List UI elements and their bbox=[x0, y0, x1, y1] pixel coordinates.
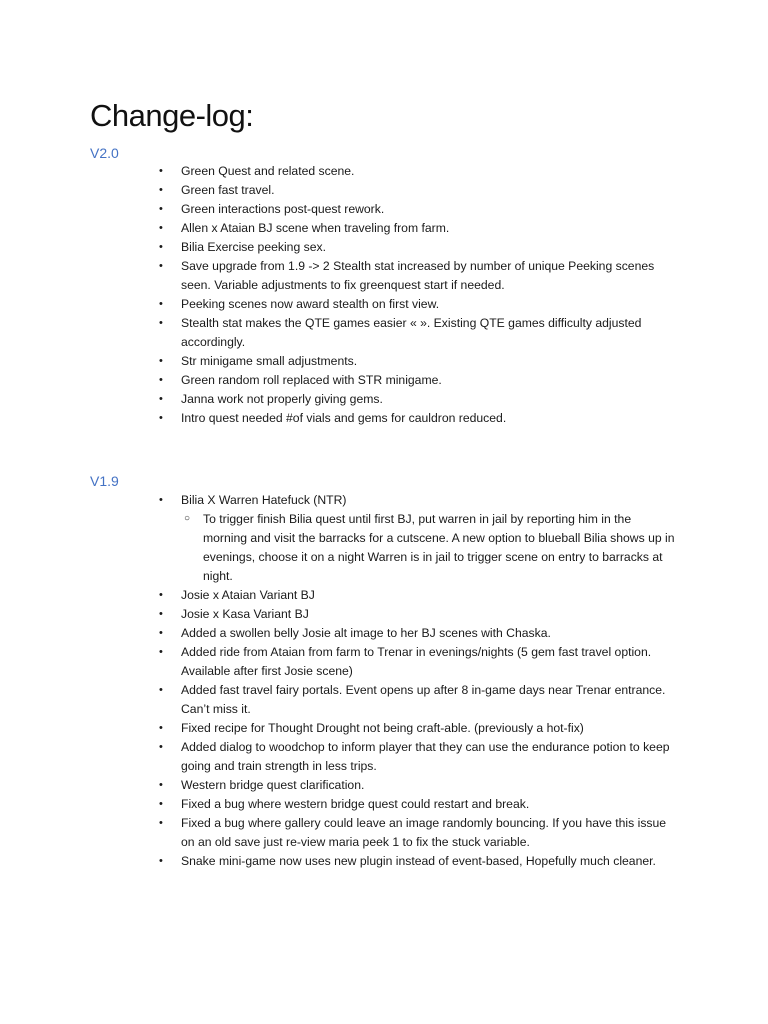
bullet-icon: • bbox=[159, 589, 163, 601]
list-item-text: Fixed a bug where western bridge quest could restart and break. bbox=[181, 797, 530, 811]
list-item-text: Green Quest and related scene. bbox=[181, 164, 355, 178]
list-item-text: Peeking scenes now award stealth on first view. bbox=[181, 297, 440, 311]
list-item bbox=[0, 814, 768, 852]
change-list bbox=[0, 162, 768, 428]
list-item bbox=[0, 491, 768, 586]
bullet-icon: • bbox=[159, 241, 163, 253]
list-item bbox=[0, 795, 768, 814]
bullet-icon: • bbox=[159, 355, 163, 367]
sub-bullet-icon: ○ bbox=[184, 513, 191, 524]
version-heading: V2.0 bbox=[90, 145, 119, 161]
list-item-text: Green random roll replaced with STR minigame. bbox=[181, 373, 442, 387]
list-item-text: Save upgrade from 1.9 -> 2 Stealth stat increased by number of unique Peeking scenes seen. Variable adjustments to fix greenquest start if needed. bbox=[181, 259, 655, 292]
bullet-icon: • bbox=[159, 627, 163, 639]
list-item bbox=[0, 409, 768, 428]
list-item bbox=[0, 162, 768, 181]
bullet-icon: • bbox=[159, 684, 163, 696]
page-title: Change-log: bbox=[90, 98, 254, 133]
list-item bbox=[0, 352, 768, 371]
list-item bbox=[0, 181, 768, 200]
list-item bbox=[0, 390, 768, 409]
list-item bbox=[0, 681, 768, 719]
list-item bbox=[0, 295, 768, 314]
list-item-text: Added dialog to woodchop to inform player that they can use the endurance potion to keep going and train strength in less trips. bbox=[181, 740, 670, 773]
bullet-icon: • bbox=[159, 779, 163, 791]
list-item bbox=[0, 605, 768, 624]
bullet-icon: • bbox=[159, 317, 163, 329]
bullet-icon: • bbox=[159, 374, 163, 386]
list-item bbox=[0, 586, 768, 605]
bullet-icon: • bbox=[159, 722, 163, 734]
version-heading: V1.9 bbox=[90, 473, 119, 489]
list-item-text: Fixed a bug where gallery could leave an image randomly bouncing. If you have this issue on an old save just re-view maria peek 1 to fix the stuck variable. bbox=[181, 816, 667, 849]
bullet-icon: • bbox=[159, 260, 163, 272]
list-item bbox=[0, 643, 768, 681]
list-item-text: Josie x Kasa Variant BJ bbox=[181, 607, 309, 621]
list-item-text: Janna work not properly giving gems. bbox=[181, 392, 383, 406]
list-item bbox=[0, 738, 768, 776]
list-item bbox=[0, 776, 768, 795]
change-list bbox=[0, 491, 768, 871]
bullet-icon: • bbox=[159, 798, 163, 810]
bullet-icon: • bbox=[159, 298, 163, 310]
sub-list-item bbox=[0, 510, 678, 586]
bullet-icon: • bbox=[159, 222, 163, 234]
sub-list-item-text: To trigger finish Bilia quest until first BJ, put warren in jail by reporting him in the morning and visit the barracks for a cutscene. A new option to blueball Bilia shows up in evenings, choose it on a night Warren is in jail to trigger scene on entry to barracks at night. bbox=[203, 512, 675, 583]
list-item-text: Green interactions post-quest rework. bbox=[181, 202, 385, 216]
list-item-text: Green fast travel. bbox=[181, 183, 275, 197]
list-item-text: Allen x Ataian BJ scene when traveling from farm. bbox=[181, 221, 450, 235]
list-item bbox=[0, 257, 768, 295]
list-item bbox=[0, 200, 768, 219]
bullet-icon: • bbox=[159, 494, 163, 506]
list-item-text: Str minigame small adjustments. bbox=[181, 354, 358, 368]
list-item-text: Added a swollen belly Josie alt image to her BJ scenes with Chaska. bbox=[181, 626, 551, 640]
list-item bbox=[0, 238, 768, 257]
list-item bbox=[0, 719, 768, 738]
list-item-text: Fixed recipe for Thought Drought not being craft-able. (previously a hot-fix) bbox=[181, 721, 584, 735]
bullet-icon: • bbox=[159, 646, 163, 658]
list-item-text: Intro quest needed #of vials and gems for cauldron reduced. bbox=[181, 411, 507, 425]
sub-list bbox=[181, 510, 678, 586]
list-item bbox=[0, 624, 768, 643]
bullet-icon: • bbox=[159, 741, 163, 753]
list-item-text: Josie x Ataian Variant BJ bbox=[181, 588, 315, 602]
bullet-icon: • bbox=[159, 203, 163, 215]
bullet-icon: • bbox=[159, 165, 163, 177]
bullet-icon: • bbox=[159, 608, 163, 620]
list-item bbox=[0, 314, 768, 352]
list-item-text: Added ride from Ataian from farm to Trenar in evenings/nights (5 gem fast travel option. Available after first Josie scene) bbox=[181, 645, 652, 678]
bullet-icon: • bbox=[159, 855, 163, 867]
list-item-text: Stealth stat makes the QTE games easier « ». Existing QTE games difficulty adjusted accordingly. bbox=[181, 316, 642, 349]
list-item-text: Bilia X Warren Hatefuck (NTR) bbox=[181, 493, 347, 507]
list-item-text: Western bridge quest clarification. bbox=[181, 778, 365, 792]
list-item bbox=[0, 371, 768, 390]
list-item bbox=[0, 219, 768, 238]
list-item-text: Snake mini-game now uses new plugin instead of event-based, Hopefully much cleaner. bbox=[181, 854, 656, 868]
list-item-text: Bilia Exercise peeking sex. bbox=[181, 240, 326, 254]
bullet-icon: • bbox=[159, 412, 163, 424]
bullet-icon: • bbox=[159, 393, 163, 405]
bullet-icon: • bbox=[159, 817, 163, 829]
bullet-icon: • bbox=[159, 184, 163, 196]
list-item bbox=[0, 852, 768, 871]
list-item-text: Added fast travel fairy portals. Event opens up after 8 in-game days near Trenar entrance. Can’t miss it. bbox=[181, 683, 666, 716]
